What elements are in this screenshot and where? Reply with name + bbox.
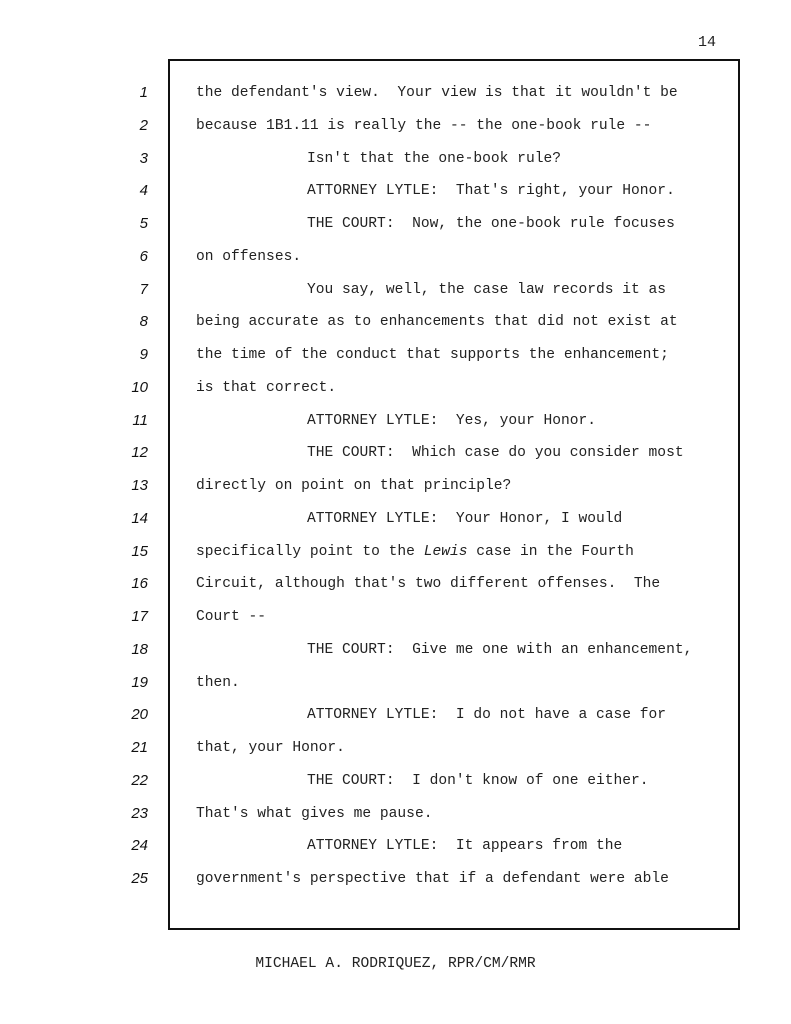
transcript-line [196, 705, 666, 725]
line-number: 25 [131, 870, 148, 887]
line-number: 13 [131, 477, 148, 494]
transcript-line [196, 378, 336, 398]
transcript-line [196, 214, 675, 234]
line-text: on offenses. [196, 248, 302, 265]
line-number: 14 [131, 509, 148, 527]
line-text: Circuit, although that's two different offenses. The [196, 576, 661, 593]
transcript-line [196, 83, 678, 103]
line-text: government's perspective that if a defendant were able [196, 871, 669, 887]
line-number: 6 [139, 247, 148, 265]
line-number: 23 [131, 804, 148, 822]
line-number: 9 [139, 346, 148, 363]
transcript-line [196, 312, 678, 332]
court-reporter-footer: MICHAEL A. RODRIQUEZ, RPR/CM/RMR [255, 956, 536, 972]
line-number: 18 [131, 640, 148, 658]
line-number: 24 [131, 837, 148, 855]
transcript-line [196, 574, 660, 594]
line-text: That's what gives me pause. [196, 805, 433, 822]
transcript-line [196, 509, 622, 529]
transcript-line [196, 673, 240, 693]
transcript-line [196, 640, 692, 660]
line-text: ATTORNEY LYTLE: It appears from the [307, 838, 623, 855]
transcript-line [196, 869, 669, 889]
line-number: 3 [139, 149, 148, 167]
line-number: 15 [131, 542, 148, 560]
line-text: THE COURT: Give me one with an enhancement, [307, 641, 693, 658]
transcript-line [196, 836, 622, 856]
transcript-line [196, 280, 666, 300]
transcript-line [196, 476, 511, 496]
line-text: Isn't that the one-book rule? [307, 150, 561, 167]
line-number: 4 [139, 182, 148, 200]
transcript-line [196, 804, 432, 824]
line-number: 10 [131, 378, 148, 396]
line-number: 21 [131, 739, 148, 756]
line-text: THE COURT: Which case do you consider most [307, 445, 684, 462]
transcript-line [196, 411, 596, 431]
line-text: Court -- [196, 609, 267, 625]
line-number: 7 [139, 280, 148, 298]
transcript-line [196, 738, 345, 758]
line-number: 16 [131, 575, 148, 593]
line-text: that, your Honor. [196, 740, 345, 756]
line-text: because 1B1.11 is really the -- the one-book rule -- [196, 117, 652, 134]
transcript-line [196, 181, 675, 201]
transcript-line [196, 116, 651, 136]
case-name-italic: Lewis [423, 543, 468, 560]
line-text: You say, well, the case law records it as [307, 281, 667, 298]
line-text: case in the Fourth [467, 543, 634, 560]
line-number: 19 [131, 673, 148, 691]
line-number: 2 [139, 116, 148, 134]
line-text: is that correct. [196, 379, 337, 396]
line-text: the time of the conduct that supports the enhancement; [196, 347, 669, 363]
transcript-line [196, 607, 266, 627]
line-text: then. [196, 674, 240, 691]
line-text: THE COURT: Now, the one-book rule focuses [307, 216, 675, 232]
line-number: 11 [132, 411, 148, 429]
transcript-line [196, 149, 561, 169]
transcript-line [196, 542, 634, 562]
line-text: ATTORNEY LYTLE: Yes, your Honor. [307, 412, 597, 429]
line-text: specifically point to the [196, 543, 424, 560]
line-number: 8 [139, 313, 148, 331]
line-text: ATTORNEY LYTLE: That's right, your Honor. [307, 183, 675, 200]
transcript-line [196, 345, 669, 365]
line-number: 20 [131, 706, 148, 724]
line-text: being accurate as to enhancements that did not exist at [196, 314, 678, 331]
line-number: 1 [139, 84, 148, 101]
page-number: 14 [697, 34, 716, 51]
line-text: ATTORNEY LYTLE: I do not have a case for [307, 707, 667, 724]
line-text: ATTORNEY LYTLE: Your Honor, I would [307, 510, 623, 527]
line-number: 5 [139, 215, 148, 232]
line-text: directly on point on that principle? [196, 478, 512, 494]
line-text: THE COURT: I don't know of one either. [307, 772, 649, 789]
line-number: 12 [131, 444, 148, 462]
transcript-line [196, 443, 684, 463]
line-number: 17 [131, 608, 148, 625]
transcript-line [196, 247, 301, 267]
line-text: the defendant's view. Your view is that it wouldn't be [196, 85, 678, 101]
line-number: 22 [131, 771, 148, 789]
transcript-line [196, 771, 649, 791]
